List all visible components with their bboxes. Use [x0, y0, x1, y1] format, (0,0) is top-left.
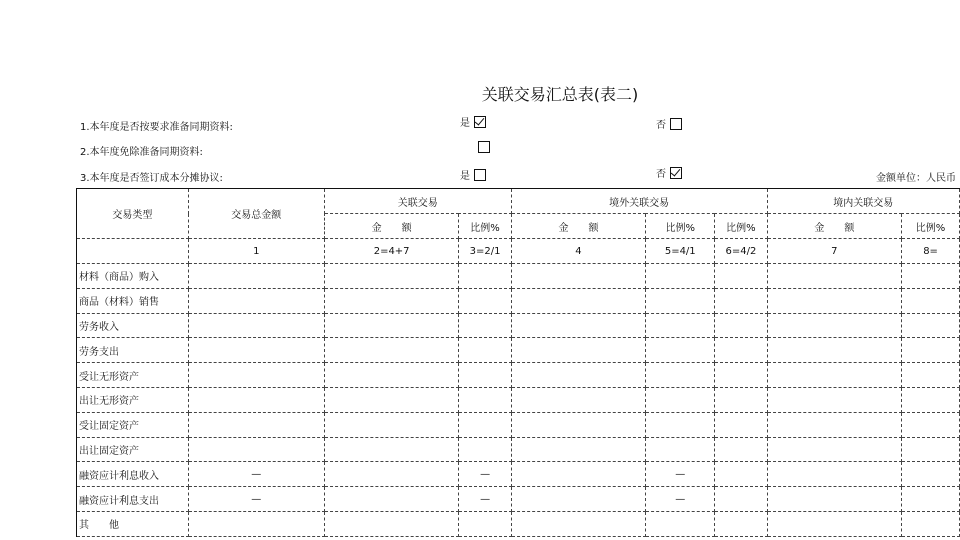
table-cell[interactable]: [715, 288, 767, 313]
table-cell[interactable]: [511, 313, 646, 338]
header-foreign: 境外关联交易: [511, 189, 767, 214]
page-title: 关联交易汇总表(表二): [481, 85, 639, 104]
row-label: 商品（材料）销售: [77, 288, 189, 313]
col-number: 4: [511, 239, 646, 264]
table-cell[interactable]: [767, 462, 902, 487]
table-body: [77, 264, 960, 537]
table-cell[interactable]: [715, 264, 767, 289]
summary-table: [76, 188, 960, 537]
table-cell[interactable]: [767, 487, 902, 512]
table-cell[interactable]: [902, 462, 960, 487]
table-cell[interactable]: [511, 511, 646, 536]
row-label: 其 他: [77, 511, 189, 536]
row-label: 出让无形资产: [77, 387, 189, 412]
table-row: [77, 363, 960, 388]
col-number: 5=4/1: [646, 239, 715, 264]
table-cell[interactable]: [511, 288, 646, 313]
table-cell[interactable]: [767, 288, 902, 313]
header-total: 交易总金额: [188, 189, 324, 239]
question-1-yes[interactable]: [460, 114, 486, 129]
table-cell[interactable]: [767, 511, 902, 536]
col-number: 2=4+7: [324, 239, 459, 264]
table-cell[interactable]: [715, 487, 767, 512]
table-cell[interactable]: [511, 462, 646, 487]
table-cell[interactable]: [459, 288, 511, 313]
table-cell[interactable]: [511, 363, 646, 388]
header-amount: 金 额: [767, 214, 902, 239]
table-row: [77, 387, 960, 412]
table-row: [77, 437, 960, 462]
table-cell[interactable]: [511, 264, 646, 289]
header-ratio: 比例%: [646, 214, 715, 239]
table-cell[interactable]: [902, 412, 960, 437]
table-cell[interactable]: —: [646, 462, 715, 487]
table-cell[interactable]: [715, 437, 767, 462]
question-3-label: 3.本年度是否签订成本分摊协议:: [80, 173, 223, 184]
table-cell[interactable]: [188, 511, 324, 536]
row-label: 受让固定资产: [77, 412, 189, 437]
table-cell[interactable]: [511, 412, 646, 437]
header-ratio: 比例%: [715, 214, 767, 239]
yes-label: 是: [460, 118, 470, 129]
table-cell[interactable]: [902, 363, 960, 388]
table-cell[interactable]: [188, 412, 324, 437]
table-cell[interactable]: [715, 412, 767, 437]
no-label: 否: [656, 120, 666, 131]
table-cell[interactable]: [902, 264, 960, 289]
table-cell[interactable]: [459, 338, 511, 363]
row-label: 受让无形资产: [77, 363, 189, 388]
row-label: 融资应计利息收入: [77, 462, 189, 487]
question-1-label: 1.本年度是否按要求准备同期资料:: [80, 122, 233, 133]
col-number: 3=2/1: [459, 239, 511, 264]
table-row: [77, 264, 960, 289]
table-cell[interactable]: [902, 387, 960, 412]
col-number: 1: [188, 239, 324, 264]
table-cell[interactable]: [188, 437, 324, 462]
checked-box-icon[interactable]: [670, 167, 682, 179]
table-cell[interactable]: [188, 313, 324, 338]
table-cell[interactable]: [646, 412, 715, 437]
column-number-row: [77, 239, 960, 264]
table-cell[interactable]: [188, 338, 324, 363]
table-row: [77, 412, 960, 437]
table-cell[interactable]: [459, 511, 511, 536]
table-cell[interactable]: [459, 264, 511, 289]
header-amount: 金 额: [511, 214, 646, 239]
table-row: [77, 462, 960, 487]
table-cell[interactable]: [188, 387, 324, 412]
table-cell[interactable]: [188, 264, 324, 289]
question-3-yes[interactable]: [460, 167, 486, 182]
yes-label: 是: [460, 171, 470, 182]
checkbox-icon[interactable]: [478, 141, 490, 153]
header-related: 关联交易: [324, 189, 511, 214]
table-cell[interactable]: [902, 437, 960, 462]
table-cell[interactable]: [902, 511, 960, 536]
table-cell[interactable]: [767, 264, 902, 289]
table-cell[interactable]: [902, 338, 960, 363]
table-cell[interactable]: [324, 264, 459, 289]
table-cell[interactable]: [767, 313, 902, 338]
table-cell[interactable]: [324, 437, 459, 462]
table-cell[interactable]: [459, 387, 511, 412]
table-cell[interactable]: [324, 412, 459, 437]
unit-label: 金额单位：人民币: [876, 173, 956, 184]
table-cell[interactable]: [767, 412, 902, 437]
table-cell[interactable]: —: [646, 487, 715, 512]
row-label: 出让固定资产: [77, 437, 189, 462]
table-cell[interactable]: —: [188, 462, 324, 487]
header-domestic: 境内关联交易: [767, 189, 959, 214]
table-cell[interactable]: [715, 313, 767, 338]
no-label: 否: [656, 169, 666, 180]
table-cell[interactable]: [324, 387, 459, 412]
question-1-no[interactable]: [656, 116, 682, 131]
table-cell[interactable]: [715, 511, 767, 536]
table-cell[interactable]: [459, 412, 511, 437]
table-cell[interactable]: [902, 288, 960, 313]
col-number: 7: [767, 239, 902, 264]
table-cell[interactable]: [324, 313, 459, 338]
header-ratio: 比例%: [459, 214, 511, 239]
col-number: 6=4/2: [715, 239, 767, 264]
table-cell[interactable]: [324, 462, 459, 487]
question-3-no[interactable]: [656, 165, 682, 180]
table-cell[interactable]: [646, 313, 715, 338]
table-cell[interactable]: [646, 511, 715, 536]
table-cell[interactable]: [715, 363, 767, 388]
table-cell[interactable]: [188, 363, 324, 388]
table-cell[interactable]: [767, 363, 902, 388]
table-row: [77, 313, 960, 338]
table-cell[interactable]: [902, 487, 960, 512]
table-cell[interactable]: [715, 387, 767, 412]
table-cell[interactable]: [511, 487, 646, 512]
table-cell[interactable]: —: [188, 487, 324, 512]
header-amount: 金 额: [324, 214, 459, 239]
table-row: [77, 487, 960, 512]
header-type: 交易类型: [77, 189, 189, 239]
table-cell[interactable]: [511, 387, 646, 412]
row-label: 劳务收入: [77, 313, 189, 338]
table-cell[interactable]: [767, 387, 902, 412]
table-cell[interactable]: [324, 487, 459, 512]
col-number: 8=: [902, 239, 960, 264]
table-row: [77, 288, 960, 313]
table-cell[interactable]: [511, 338, 646, 363]
table-cell[interactable]: [646, 338, 715, 363]
table-cell[interactable]: [767, 437, 902, 462]
table-row: [77, 338, 960, 363]
table-cell[interactable]: [459, 313, 511, 338]
question-2-checkbox[interactable]: [478, 141, 490, 153]
table-cell[interactable]: [324, 363, 459, 388]
table-cell[interactable]: [767, 338, 902, 363]
checkbox-icon[interactable]: [670, 118, 682, 130]
table-cell[interactable]: [324, 511, 459, 536]
table-cell[interactable]: [646, 363, 715, 388]
question-2-label: 2.本年度免除准备同期资料:: [80, 147, 203, 158]
table-cell[interactable]: [646, 387, 715, 412]
checked-box-icon[interactable]: [474, 116, 486, 128]
table-cell[interactable]: [715, 338, 767, 363]
table-cell[interactable]: [459, 437, 511, 462]
row-label: 融资应计利息支出: [77, 487, 189, 512]
table-cell[interactable]: —: [459, 487, 511, 512]
checkbox-icon[interactable]: [474, 169, 486, 181]
table-cell[interactable]: [646, 437, 715, 462]
row-label: 材料（商品）购入: [77, 264, 189, 289]
table-cell[interactable]: [902, 313, 960, 338]
header-ratio: 比例%: [902, 214, 960, 239]
table-cell[interactable]: [324, 338, 459, 363]
table-cell[interactable]: [511, 437, 646, 462]
table-cell[interactable]: [459, 363, 511, 388]
row-label: 劳务支出: [77, 338, 189, 363]
table-cell[interactable]: [646, 288, 715, 313]
table-cell[interactable]: [188, 288, 324, 313]
table-cell[interactable]: [646, 264, 715, 289]
table-cell[interactable]: [715, 462, 767, 487]
table-cell[interactable]: [324, 288, 459, 313]
table-cell[interactable]: —: [459, 462, 511, 487]
table-row: [77, 511, 960, 536]
